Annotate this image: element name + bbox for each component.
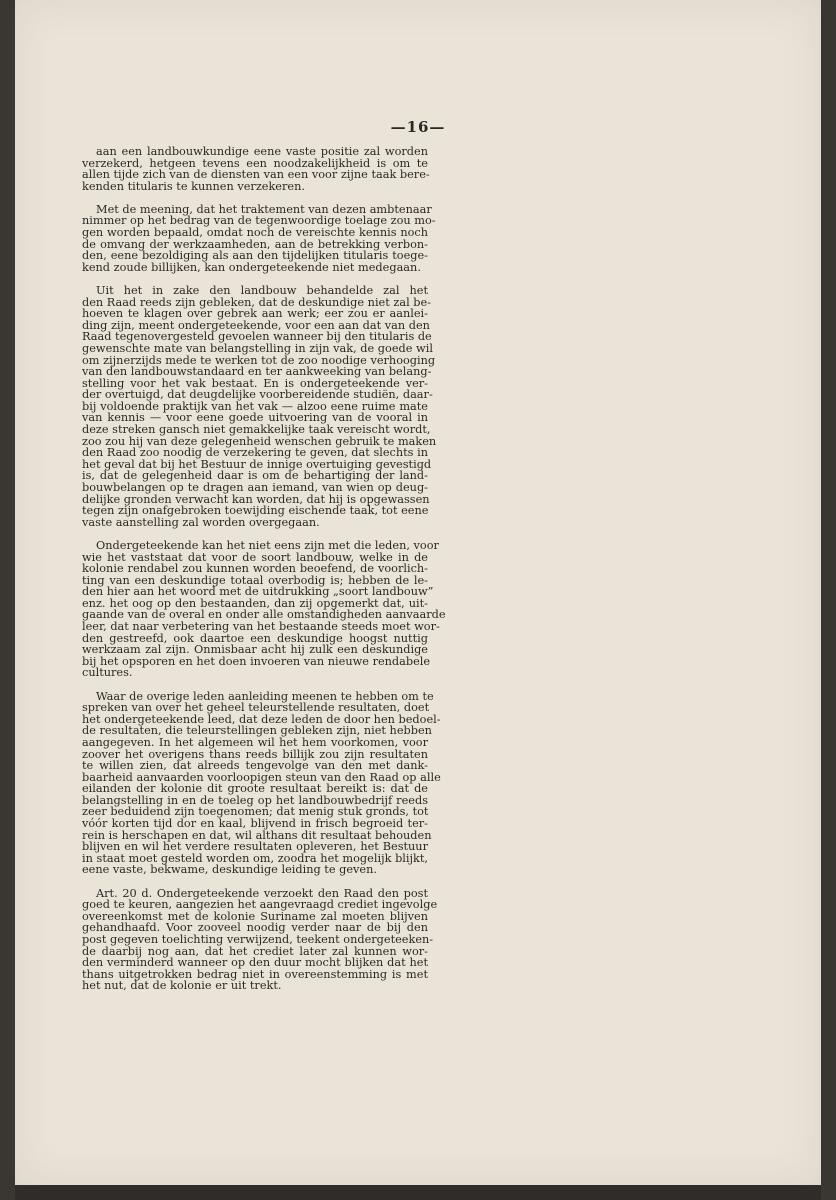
text-line: cultures. xyxy=(82,666,133,680)
page-number: —16— xyxy=(390,118,446,136)
text-line: wie het vaststaat dat voor de soort landbouw, welke in de xyxy=(82,550,428,564)
text-line: verzekerd, hetgeen tevens een noodzakelijkheid is om te xyxy=(82,156,428,170)
scan-shadow xyxy=(15,1185,821,1200)
text-line: overeenkomst met de kolonie Suriname zal moeten blijven xyxy=(82,909,428,923)
text-line: kend zoude billijken, kan ondergeteekende niet medegaan. xyxy=(82,260,421,274)
text-line: vaste aanstelling zal worden overgegaan. xyxy=(82,515,320,529)
text-line: belangstelling in en de toeleg op het landbouwbedrijf reeds xyxy=(82,793,428,807)
text-line: te willen zien, dat alreeds tengevolge van den met dank- xyxy=(82,759,428,773)
text-line: van kennis — voor eene goede uitvoering van de vooral in xyxy=(82,411,428,425)
paragraph xyxy=(82,283,437,529)
text-line: rein is herschapen en dat, wil althans dit resultaat behouden xyxy=(82,828,432,842)
text-line: Art. 20 d. Ondergeteekende verzoekt den Raad den post xyxy=(96,886,428,900)
text-line: post gegeven toelichting verwijzend, teekent ondergeteeken- xyxy=(82,932,434,946)
text-line: blijven en wil het verdere resultaten opleveren, het Bestuur xyxy=(82,840,428,854)
document-page xyxy=(15,0,821,1185)
paragraph xyxy=(82,146,428,192)
text-line: ting van een deskundige totaal overbodig is; hebben de le- xyxy=(82,573,428,587)
text-line: den hier aan het woord met de uitdrukking „soort landbouw” xyxy=(82,585,434,599)
text-line: het ondergeteekende leed, dat deze leden de door hen bedoel- xyxy=(82,712,441,726)
text-line: zoo zou hij van deze gelegenheid wenschen gebruik te maken xyxy=(82,434,437,448)
text-line: nimmer op het bedrag van de tegenwoordige toelage zou mo- xyxy=(82,214,436,228)
text-line: bouwbelangen op te dragen aan iemand, van wien op deug- xyxy=(82,481,428,495)
text-line: Ondergeteekende kan het niet eens zijn met die leden, voor xyxy=(96,538,439,552)
page-edge-mark xyxy=(198,2,214,8)
text-line: spreken van over het geheel teleurstellende resultaten, doet xyxy=(82,701,430,715)
text-line: Met de meening, dat het traktement van dezen ambtenaar xyxy=(96,202,432,216)
text-line: den Raad reeds zijn gebleken, dat de deskundige niet zal be- xyxy=(82,295,432,309)
text-line: Waar de overige leden aanleiding meenen te hebben om te xyxy=(96,689,434,703)
text-line: leer, dat naar verbetering van het bestaande steeds moet wor- xyxy=(82,620,440,634)
text-line: bij voldoende praktijk van het vak — alzoo eene ruime mate xyxy=(82,399,428,413)
text-line: aan een landbouwkundige eene vaste positie zal worden xyxy=(96,145,428,158)
text-line: van den landbouwstandaard en ter aankweeking van belang- xyxy=(82,365,432,379)
text-line: gen worden bepaald, omdat noch de vereischte kennis noch xyxy=(82,226,428,240)
text-line: in staat moet gesteld worden om, zoodra het mogelijk blijkt, xyxy=(82,851,428,865)
text-line: gaande van de overal en onder alle omstandigheden aanvaarde xyxy=(82,608,446,622)
text-line: goed te keuren, aangezien het aangevraagd crediet ingevolge xyxy=(82,898,438,912)
text-line: vóór korten tijd dor en kaal, blijvend in frisch begroeid ter- xyxy=(82,817,428,831)
text-line: de omvang der werkzaamheden, aan de betrekking verbon- xyxy=(82,237,428,251)
paragraph xyxy=(82,689,441,877)
text-line: stelling voor het vak bestaat. En is ondergeteekende ver- xyxy=(82,376,428,390)
text-line: delijke gronden verwacht kan worden, dat hij is opgewassen xyxy=(82,492,430,506)
text-line: baarheid aanvaarden voorloopigen steun van den Raad op alle xyxy=(82,770,441,784)
text-line: het nut, dat de kolonie er uit trekt. xyxy=(82,979,282,993)
text-column xyxy=(82,145,446,1003)
text-line: deze streken gansch niet gemakkelijke taak vereischt wordt, xyxy=(82,423,431,437)
text-line: allen tijde zich van de diensten van een voor zijne taak bere- xyxy=(82,168,430,182)
paragraph xyxy=(82,202,436,274)
text-line: den verminderd wanneer op den duur mocht blijken dat het xyxy=(82,956,428,970)
paragraph xyxy=(82,886,438,993)
text-line: gehandhaafd. Voor zooveel noodig verder naar de bij den xyxy=(82,921,428,935)
text-line: bij het opsporen en het doen invoeren van nieuwe rendabele xyxy=(82,654,431,668)
text-line: gewenschte mate van belangstelling in zijn vak, de goede wil xyxy=(82,341,433,355)
text-line: kenden titularis te kunnen verzekeren. xyxy=(82,179,305,193)
text-line: den, eene bezoldiging als aan den tijdelijken titularis toege- xyxy=(82,249,428,263)
text-line: den Raad zoo noodig de verzekering te geven, dat slechts in xyxy=(82,446,428,460)
text-line: om zijnerzijds mede te werken tot de zoo noodige verhooging xyxy=(82,353,436,367)
text-line: de resultaten, die teleurstellingen gebleken zijn, niet hebben xyxy=(82,724,432,738)
paragraph xyxy=(82,538,446,680)
text-line: de daarbij nog aan, dat het crediet later zal kunnen wor- xyxy=(82,944,428,958)
text-line: eene vaste, bekwame, deskundige leiding te geven. xyxy=(82,863,377,877)
text-line: zoover het overigens thans reeds billijk zou zijn resultaten xyxy=(82,747,428,761)
text-line: werkzaam zal zijn. Onmisbaar acht hij zulk een deskundige xyxy=(82,643,428,657)
text-line: kolonie rendabel zou kunnen worden beoefend, de voorlich- xyxy=(82,562,428,576)
text-line: ding zijn, meent ondergeteekende, voor een aan dat van den xyxy=(82,318,430,332)
text-line: hoeven te klagen over gebrek aan werk; eer zou er aanlei- xyxy=(82,307,428,321)
text-line: Raad tegenovergesteld gevoelen wanneer bij den titularis de xyxy=(82,330,432,344)
text-line: eilanden der kolonie dit groote resultaat bereikt is: dat de xyxy=(82,782,428,796)
text-line: zeer beduidend zijn toegenomen; dat menig stuk gronds, tot xyxy=(82,805,429,819)
text-line: thans uitgetrokken bedrag niet in overeenstemming is met xyxy=(82,967,428,981)
text-line: den gestreefd, ook daartoe een deskundige hoogst nuttig xyxy=(82,631,428,645)
text-line: aangegeven. In het algemeen wil het hem voorkomen, voor xyxy=(82,735,428,749)
text-line: het geval dat bij het Bestuur de innige overtuiging gevestigd xyxy=(82,457,432,471)
text-line: tegen zijn onafgebroken toewijding eischende taak, tot eene xyxy=(82,504,429,518)
text-line: Uit het in zake den landbouw behandelde zal het xyxy=(96,283,428,297)
text-line: der overtuigd, dat deugdelijke voorbereidende studiën, daar- xyxy=(82,388,433,402)
text-line: enz. het oog op den bestaanden, dan zij opgemerkt dat, uit- xyxy=(82,596,428,610)
text-line: is, dat de gelegenheid daar is om de behartiging der land- xyxy=(82,469,428,483)
